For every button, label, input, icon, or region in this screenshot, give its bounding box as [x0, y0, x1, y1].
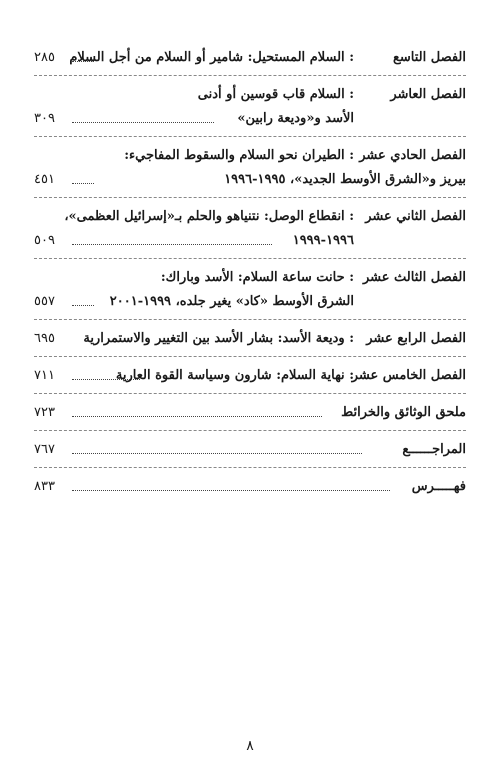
entry-label: الفصل الثالث عشر [362, 270, 466, 285]
dot-leader [72, 183, 94, 184]
entry-label: الفصل العاشر [390, 87, 466, 102]
page-footer-number: ٨ [246, 738, 254, 754]
toc-entry-appendix [34, 401, 466, 425]
entry-page-number: ٤٥١ [34, 172, 55, 187]
entry-title: : حانت ساعة السلام: الأسد وباراك: [160, 270, 354, 285]
table-of-contents [34, 46, 466, 499]
dot-leader [72, 244, 272, 245]
separator [34, 136, 466, 138]
toc-entry-chapter-9 [34, 46, 466, 70]
entry-label: فهـــــرس [411, 479, 466, 494]
entry-page-number: ٢٨٥ [34, 50, 55, 65]
entry-page-number: ٥٥٧ [34, 294, 55, 309]
entry-label: المراجــــــع [402, 442, 466, 457]
entry-label: الفصل الرابع عشر [366, 331, 466, 346]
entry-title: : الطيران نحو السلام والسقوط المفاجيء: [124, 148, 354, 163]
entry-page-number: ٦٩٥ [34, 331, 55, 346]
entry-page-number: ٨٣٣ [34, 479, 55, 494]
dot-leader [72, 122, 214, 123]
entry-title: : وديعة الأسد: بشار الأسد بين التغيير والاستمرارية [83, 331, 354, 346]
toc-entry-chapter-13 [34, 266, 466, 314]
toc-entry-chapter-10 [34, 83, 466, 131]
toc-entry-chapter-11 [34, 144, 466, 192]
entry-label: ملحق الوثائق والخرائط [341, 405, 466, 420]
separator [34, 197, 466, 199]
entry-title: : نهاية السلام: شارون وسياسة القوة العارية [115, 368, 354, 383]
toc-entry-references [34, 438, 466, 462]
separator [34, 393, 466, 395]
toc-entry-chapter-15 [34, 364, 466, 388]
entry-page-number: ٧٦٧ [34, 442, 55, 457]
separator [34, 430, 466, 432]
entry-page-number: ٧٢٣ [34, 405, 55, 420]
entry-title: : السلام المستحيل: شامير أو السلام من أجل السلام [69, 50, 354, 65]
entry-label: الفصل الثاني عشر [365, 209, 466, 224]
dot-leader [72, 416, 322, 417]
separator [34, 258, 466, 260]
separator [34, 356, 466, 358]
separator [34, 319, 466, 321]
toc-entry-chapter-14 [34, 327, 466, 351]
dot-leader [72, 379, 140, 380]
toc-entry-index [34, 475, 466, 499]
toc-entry-chapter-12 [34, 205, 466, 253]
entry-title-continued: الشرق الأوسط «كاد» يغير جلده، ١٩٩٩-٢٠٠١ [109, 294, 354, 309]
separator [34, 75, 466, 77]
entry-page-number: ٥٠٩ [34, 233, 55, 248]
dot-leader [72, 453, 362, 454]
entry-page-number: ٣٠٩ [34, 111, 55, 126]
entry-title-continued: ١٩٩٦-١٩٩٩ [292, 233, 354, 248]
entry-title: : السلام قاب قوسين أو أدنى [197, 87, 354, 102]
dot-leader [72, 305, 94, 306]
entry-label: الفصل الخامس عشر [351, 368, 466, 383]
entry-page-number: ٧١١ [34, 368, 55, 383]
entry-label: الفصل التاسع [392, 50, 466, 65]
entry-title-continued: بيريز و«الشرق الأوسط الجديد»، ١٩٩٥-١٩٩٦ [224, 172, 466, 187]
entry-label: الفصل الحادي عشر [359, 148, 466, 163]
entry-title: : انقطاع الوصل: نتنياهو والحلم بـ«إسرائيل العظمى»، [64, 209, 354, 224]
dot-leader [72, 490, 390, 491]
entry-title-continued: الأسد و«وديعة رابين» [237, 111, 354, 126]
separator [34, 467, 466, 469]
dot-leader [72, 61, 94, 62]
